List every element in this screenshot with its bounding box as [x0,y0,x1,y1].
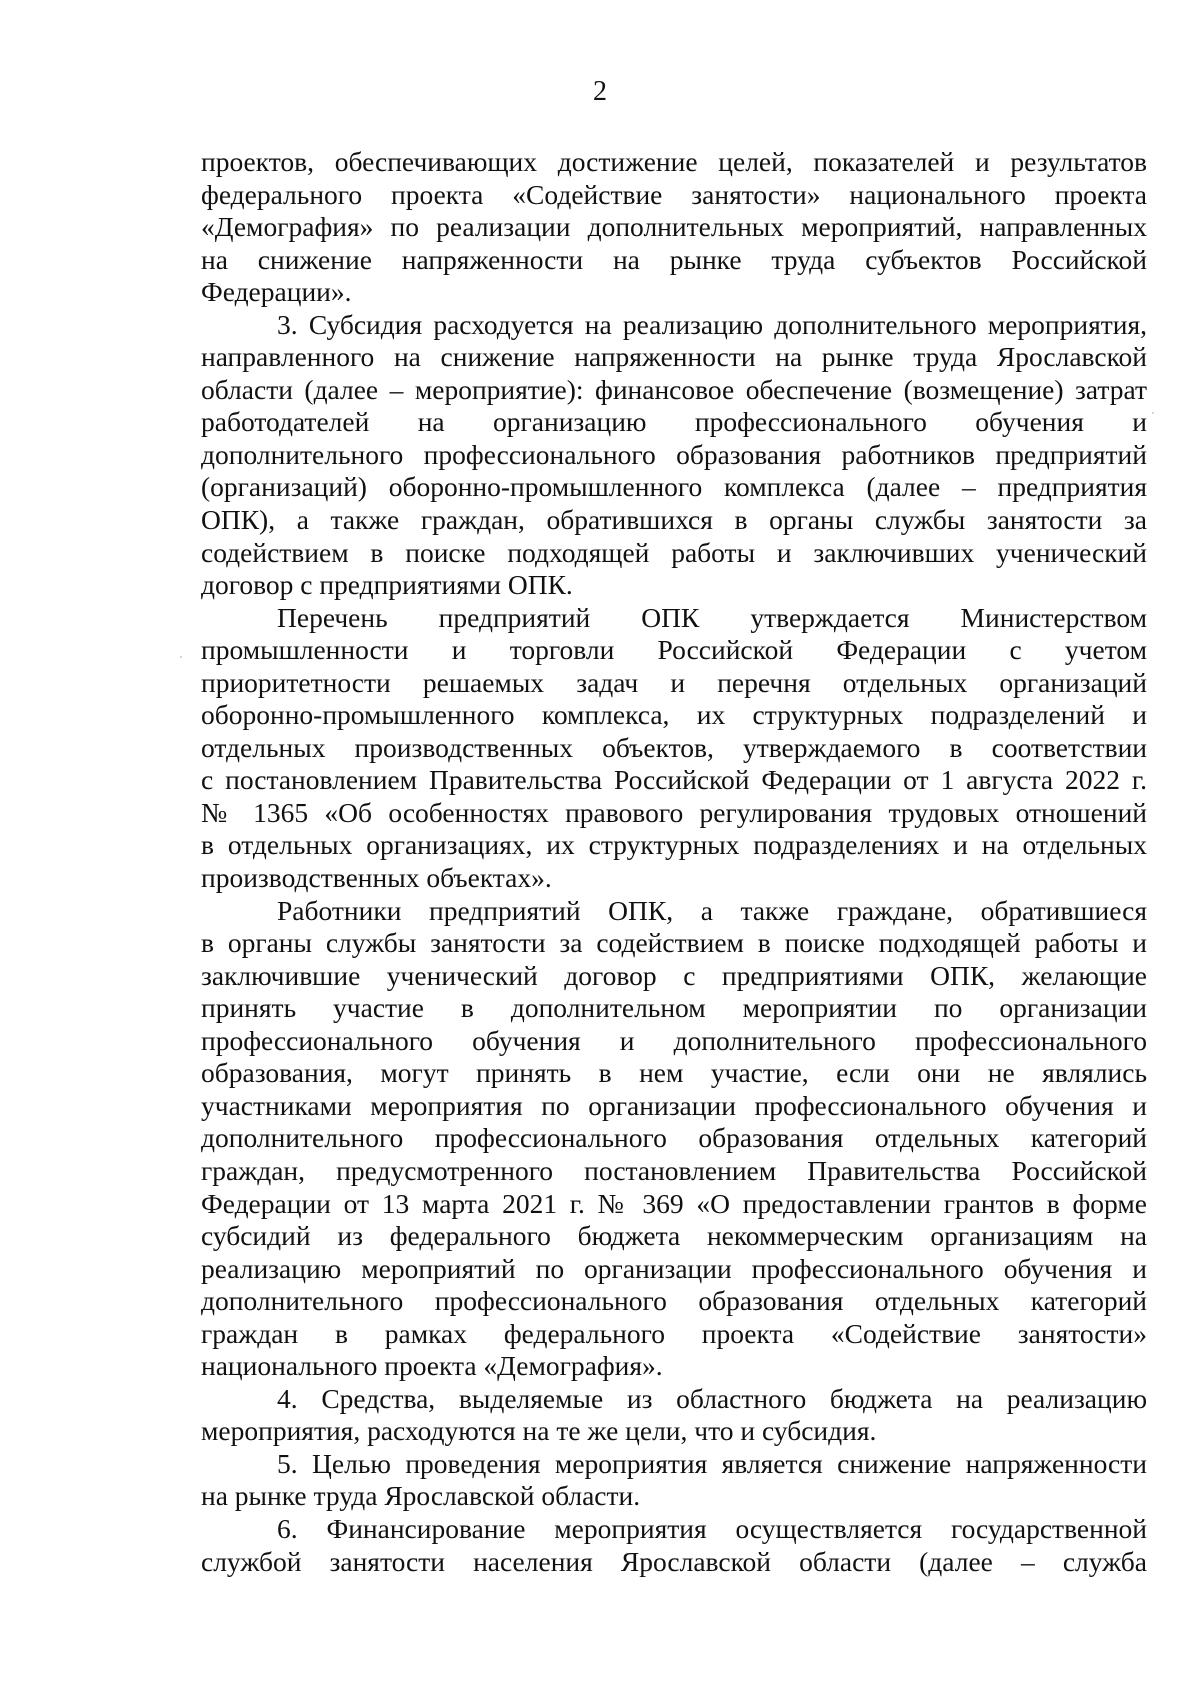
text-line: 4. Средства, выделяемые из областного бюджета на реализацию [277,1382,1147,1414]
text-line: реализацию мероприятий по организации профессионального обучения и [201,1252,1147,1284]
text-line: ОПК), а также граждан, обратившихся в органы службы занятости за [201,504,1147,536]
text-line: оборонно-промышленного комплекса, их структурных подразделений и [201,699,1147,731]
text-line: договор с предприятиями ОПК. [201,569,573,601]
paragraph [201,602,1147,895]
text-line: дополнительного профессионального образования отдельных категорий [201,1122,1147,1154]
text-line: дополнительного профессионального образования отдельных категорий [201,1285,1147,1317]
text-line: производственных объектах». [201,862,552,894]
text-line: мероприятия, расходуются на те же цели, что и субсидия. [201,1415,877,1447]
text-line: 3. Субсидия расходуется на реализацию дополнительного мероприятия, [277,308,1147,340]
text-line: Федерации от 13 марта 2021 г. № 369 «О предоставлении грантов в форме [201,1187,1147,1219]
text-line: профессионального обучения и дополнительного профессионального [201,1024,1147,1056]
text-line: дополнительного профессионального образования работников предприятий [201,438,1147,470]
scan-speck [180,656,182,658]
text-line: граждан в рамках федерального проекта «Содействие занятости» [201,1317,1147,1349]
text-line: направленного на снижение напряженности на рынке труда Ярославской [201,341,1147,373]
text-line: в отдельных организациях, их структурных подразделениях и на отдельных [201,829,1147,861]
text-line: федерального проекта «Содействие занятости» национального проекта [201,178,1147,210]
text-line: промышленности и торговли Российской Федерации с учетом [201,634,1147,666]
text-line: работодателей на организацию профессионального обучения и [201,406,1147,438]
text-line: Работники предприятий ОПК, а также граждане, обратившиеся [277,894,1147,926]
page-number: 2 [593,76,607,107]
text-line: проектов, обеспечивающих достижение целей, показателей и результатов [201,146,1147,177]
text-line: на рынке труда Ярославской области. [201,1480,641,1512]
text-line: (организаций) оборонно-промышленного комплекса (далее – предприятия [201,471,1147,503]
text-line: 6. Финансирование мероприятия осуществляется государственной [277,1512,1147,1544]
text-line: с постановлением Правительства Российской Федерации от 1 августа 2022 г. [201,764,1147,796]
text-line: области (далее – мероприятие): финансовое обеспечение (возмещение) затрат [201,373,1147,405]
text-line: № 1365 «Об особенностях правового регулирования трудовых отношений [201,796,1147,828]
text-line: Перечень предприятий ОПК утверждается Министерством [277,601,1147,633]
paragraph [201,1513,1147,1578]
text-line: службой занятости населения Ярославской области (далее – служба [201,1545,1147,1577]
text-line: национального проекта «Демография». [201,1350,663,1382]
text-line: 5. Целью проведения мероприятия является снижение напряженности [277,1447,1147,1479]
text-line: отдельных производственных объектов, утверждаемого в соответствии [201,731,1147,763]
text-line: «Демография» по реализации дополнительных мероприятий, направленных [201,211,1147,243]
text-line: субсидий из федерального бюджета некоммерческим организациям на [201,1220,1147,1252]
text-line: заключившие ученический договор с предприятиями ОПК, желающие [201,959,1147,991]
paragraph [201,146,1147,309]
scan-speck [1152,412,1154,414]
text-line: принять участие в дополнительном мероприятии по организации [201,992,1147,1024]
text-line: участниками мероприятия по организации профессионального обучения и [201,1089,1147,1121]
paragraph [201,1383,1147,1448]
text-line: образования, могут принять в нем участие, если они не являлись [201,1057,1147,1089]
text-line: граждан, предусмотренного постановлением Правительства Российской [201,1154,1147,1186]
paragraph [201,895,1147,1383]
document-body [201,146,1147,1578]
text-line: в органы службы занятости за содействием в поиске подходящей работы и [201,927,1147,959]
text-line: содействием в поиске подходящей работы и заключивших ученический [201,536,1147,568]
paragraph [201,1448,1147,1513]
text-line: Федерации». [201,276,352,308]
text-line: приоритетности решаемых задач и перечня отдельных организаций [201,666,1147,698]
paragraph [201,309,1147,602]
text-line: на снижение напряженности на рынке труда субъектов Российской [201,243,1147,275]
